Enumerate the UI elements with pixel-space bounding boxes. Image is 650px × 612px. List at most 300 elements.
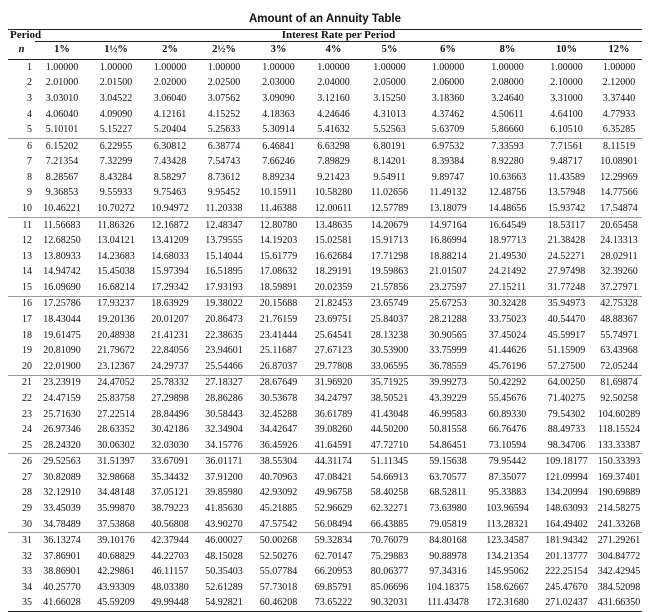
value-cell: 7.21354 <box>45 156 79 168</box>
value-cell: 14.94742 <box>43 266 81 278</box>
value-cell: 21.57856 <box>361 280 418 296</box>
value-cell: 21.49530 <box>488 250 527 262</box>
value-cell: 201.13777 <box>545 550 588 562</box>
value-cell: 23.23919 <box>43 377 81 389</box>
value-cell: 80.06377 <box>370 566 409 578</box>
value-cell: 18.29191 <box>314 266 353 278</box>
value-cell: 20.65458 <box>600 219 638 231</box>
value-cell: 3.15250 <box>373 92 406 104</box>
value-cell: 37.53868 <box>89 517 143 533</box>
value-cell: 12.48347 <box>205 219 243 231</box>
value-cell: 39.08260 <box>314 424 353 436</box>
value-cell: 15.14044 <box>205 250 243 262</box>
value-cell: 12.16872 <box>151 219 189 231</box>
value-cell: 134.20994 <box>545 487 588 499</box>
value-cell: 103.96594 <box>486 502 529 514</box>
value-cell: 28.02911 <box>600 250 638 262</box>
table-row <box>8 596 642 612</box>
value-cell: 43.93309 <box>97 581 135 593</box>
value-cell: 27.29898 <box>151 392 189 404</box>
value-cell: 18.59891 <box>251 280 306 296</box>
period-cell: 30 <box>8 517 35 533</box>
table-row <box>8 359 642 375</box>
value-cell: 8.92280 <box>491 156 524 168</box>
value-cell: 14.48656 <box>478 201 537 217</box>
value-cell: 71.40275 <box>547 392 586 404</box>
value-cell: 109.18177 <box>545 456 588 468</box>
value-cell: 3.12160 <box>317 92 350 104</box>
value-cell: 24.21492 <box>488 266 527 278</box>
period-cell: 34 <box>22 581 32 593</box>
value-cell: 4.18363 <box>262 108 295 120</box>
value-cell: 79.95442 <box>488 456 527 468</box>
table-row <box>8 76 642 92</box>
rate-header: 6% <box>418 42 478 60</box>
period-cell: 15 <box>8 280 35 296</box>
value-cell: 48.03380 <box>151 581 189 593</box>
table-title: Amount of an Annuity Table <box>248 13 402 25</box>
value-cell: 39.85980 <box>205 487 243 499</box>
value-cell: 6.63298 <box>317 140 350 152</box>
value-cell: 73.65222 <box>306 596 361 612</box>
value-cell: 25.67253 <box>429 298 467 310</box>
value-cell: 14.77566 <box>600 187 638 199</box>
value-cell: 2.02500 <box>207 77 241 89</box>
value-cell: 11.20338 <box>197 201 251 217</box>
value-cell: 28.21288 <box>429 314 467 326</box>
table-row <box>8 343 642 359</box>
value-cell: 304.84772 <box>597 550 641 562</box>
value-cell: 3.31000 <box>550 92 583 104</box>
period-cell: 13 <box>22 250 32 262</box>
value-cell: 36.01171 <box>205 456 243 468</box>
value-cell: 12.57789 <box>361 201 418 217</box>
value-cell: 38.50521 <box>370 392 409 404</box>
value-cell: 3.09090 <box>262 92 295 104</box>
value-cell: 16.51895 <box>205 266 243 278</box>
value-cell: 45.76196 <box>478 359 537 375</box>
value-cell: 214.58275 <box>597 502 641 514</box>
value-cell: 31.51397 <box>97 456 135 468</box>
value-cell: 2.08000 <box>491 77 524 89</box>
value-cell: 48.15028 <box>205 550 243 562</box>
value-cell: 23.12367 <box>89 359 143 375</box>
value-cell: 22.84056 <box>151 345 189 357</box>
table-row <box>8 60 642 76</box>
value-cell: 1.00000 <box>550 61 583 73</box>
value-cell: 16.86994 <box>429 235 467 247</box>
value-cell: 15.93742 <box>537 201 596 217</box>
value-cell: 54.92821 <box>197 596 251 612</box>
value-cell: 7.43428 <box>153 156 187 168</box>
value-cell: 40.68829 <box>97 550 135 562</box>
value-cell: 12.29969 <box>600 171 638 183</box>
value-cell: 11.56683 <box>43 219 81 231</box>
value-cell: 34.42647 <box>259 424 298 436</box>
value-cell: 10.63663 <box>488 171 527 183</box>
value-cell: 30.90565 <box>429 329 467 341</box>
value-cell: 50.42292 <box>488 377 527 389</box>
value-cell: 7.32299 <box>99 156 133 168</box>
value-cell: 16.09690 <box>35 280 89 296</box>
value-cell: 39.99273 <box>429 377 467 389</box>
value-cell: 88.49733 <box>547 424 586 436</box>
period-cell: 1 <box>27 61 32 73</box>
value-cell: 145.95062 <box>486 566 529 578</box>
value-cell: 1.00000 <box>602 61 636 73</box>
table-row <box>8 470 642 486</box>
value-cell: 1.00000 <box>431 61 465 73</box>
value-cell: 2.02000 <box>153 77 187 89</box>
value-cell: 27.97498 <box>547 266 586 278</box>
table-row <box>8 265 642 281</box>
value-cell: 158.62667 <box>486 581 529 593</box>
value-cell: 1.00000 <box>45 61 79 73</box>
table-row <box>8 533 642 549</box>
value-cell: 134.21354 <box>486 550 529 562</box>
value-cell: 6.80191 <box>373 140 406 152</box>
value-cell: 14.97164 <box>429 219 467 231</box>
value-cell: 40.25770 <box>43 581 81 593</box>
value-cell: 1.00000 <box>99 61 133 73</box>
rate-header: 2½% <box>197 42 251 60</box>
value-cell: 11.43589 <box>547 171 586 183</box>
value-cell: 46.99583 <box>429 408 467 420</box>
value-cell: 70.76079 <box>370 535 409 547</box>
value-cell: 47.57542 <box>251 517 306 533</box>
value-cell: 19.61475 <box>43 329 81 341</box>
value-cell: 20.15688 <box>259 298 298 310</box>
value-cell: 41.85630 <box>205 502 243 514</box>
value-cell: 18.63929 <box>151 298 189 310</box>
value-cell: 222.25154 <box>545 566 588 578</box>
value-cell: 49.96758 <box>314 487 353 499</box>
value-cell: 1.00000 <box>491 61 524 73</box>
value-cell: 181.94342 <box>545 535 588 547</box>
value-cell: 27.15211 <box>478 280 537 296</box>
value-cell: 4.09090 <box>99 108 133 120</box>
value-cell: 54.86451 <box>418 438 478 454</box>
period-cell: 3 <box>27 92 32 104</box>
value-cell: 30.82089 <box>43 471 81 483</box>
value-cell: 4.77933 <box>602 108 636 120</box>
value-cell: 64.00250 <box>547 377 586 389</box>
value-cell: 3.04522 <box>99 92 133 104</box>
period-cell: 24 <box>22 424 32 436</box>
value-cell: 69.85791 <box>314 581 353 593</box>
value-cell: 20.48938 <box>97 329 135 341</box>
table-row <box>8 407 642 423</box>
period-cell: 8 <box>27 171 32 183</box>
value-cell: 10.15911 <box>259 187 298 199</box>
value-cell: 27.22514 <box>97 408 135 420</box>
value-cell: 37.86901 <box>43 550 81 562</box>
value-cell: 79.05819 <box>418 517 478 533</box>
value-cell: 9.21423 <box>317 171 350 183</box>
period-cell: 27 <box>22 471 32 483</box>
table-row <box>8 280 642 296</box>
n-header: n <box>8 42 35 60</box>
value-cell: 3.07562 <box>207 92 241 104</box>
value-cell: 13.18079 <box>418 201 478 217</box>
value-cell: 25.54466 <box>197 359 251 375</box>
value-cell: 37.45024 <box>488 329 527 341</box>
rate-header: 3% <box>251 42 306 60</box>
value-cell: 10.70272 <box>89 201 143 217</box>
value-cell: 92.50258 <box>600 392 638 404</box>
value-cell: 55.45676 <box>488 392 527 404</box>
value-cell: 6.97532 <box>431 140 465 152</box>
table-row <box>8 486 642 502</box>
value-cell: 32.45288 <box>259 408 298 420</box>
value-cell: 13.41209 <box>151 235 189 247</box>
table-row <box>8 201 642 217</box>
value-cell: 5.41632 <box>306 122 361 138</box>
value-cell: 58.40258 <box>370 487 409 499</box>
value-cell: 123.34587 <box>486 535 529 547</box>
value-cell: 271.29261 <box>597 535 641 547</box>
value-cell: 30.32428 <box>488 298 527 310</box>
period-cell: 4 <box>27 108 32 120</box>
value-cell: 42.29861 <box>97 566 135 578</box>
value-cell: 9.95452 <box>207 187 241 199</box>
value-cell: 5.30914 <box>251 122 306 138</box>
table-row <box>8 296 642 312</box>
value-cell: 16.68214 <box>89 280 143 296</box>
value-cell: 10.58280 <box>314 187 353 199</box>
value-cell: 8.28567 <box>45 171 79 183</box>
value-cell: 42.37944 <box>151 535 189 547</box>
value-cell: 9.54911 <box>373 171 406 183</box>
value-cell: 2.04000 <box>317 77 350 89</box>
value-cell: 19.59863 <box>370 266 409 278</box>
period-cell: 12 <box>22 235 32 247</box>
value-cell: 6.22955 <box>99 140 133 152</box>
value-cell: 66.43885 <box>361 517 418 533</box>
table-row <box>8 580 642 596</box>
period-cell: 31 <box>22 535 32 547</box>
value-cell: 5.52563 <box>361 122 418 138</box>
table-row <box>8 233 642 249</box>
annuity-table <box>8 29 642 612</box>
value-cell: 8.58297 <box>153 171 187 183</box>
table-row <box>8 154 642 170</box>
value-cell: 21.79672 <box>97 345 135 357</box>
value-cell: 8.89234 <box>262 171 295 183</box>
period-cell: 17 <box>22 314 32 326</box>
rate-header: 2% <box>143 42 197 60</box>
value-cell: 4.37462 <box>431 108 465 120</box>
value-cell: 35.71925 <box>370 377 409 389</box>
table-row <box>8 170 642 186</box>
value-cell: 22.38635 <box>205 329 243 341</box>
value-cell: 18.53117 <box>547 219 586 231</box>
value-cell: 20.86473 <box>205 314 243 326</box>
value-cell: 44.31174 <box>314 456 353 468</box>
period-cell: 9 <box>27 187 32 199</box>
value-cell: 148.63093 <box>545 502 588 514</box>
value-cell: 5.86660 <box>478 122 537 138</box>
value-cell: 13.80933 <box>43 250 81 262</box>
value-cell: 79.54302 <box>547 408 586 420</box>
value-cell: 8.14201 <box>373 156 406 168</box>
table-row <box>8 138 642 154</box>
value-cell: 150.33393 <box>597 456 641 468</box>
value-cell: 17.54874 <box>596 201 642 217</box>
value-cell: 73.10594 <box>478 438 537 454</box>
value-cell: 98.34706 <box>537 438 596 454</box>
value-cell: 87.35077 <box>488 471 527 483</box>
value-cell: 14.23683 <box>97 250 135 262</box>
value-cell: 36.13274 <box>43 535 81 547</box>
value-cell: 38.86901 <box>43 566 81 578</box>
value-cell: 4.15252 <box>207 108 241 120</box>
value-cell: 27.67123 <box>314 345 353 357</box>
value-cell: 4.31013 <box>373 108 406 120</box>
table-row <box>8 454 642 470</box>
value-cell: 133.33387 <box>596 438 642 454</box>
period-cell: 32 <box>22 550 32 562</box>
value-cell: 52.61289 <box>205 581 243 593</box>
table-row <box>8 375 642 391</box>
value-cell: 18.43044 <box>43 314 81 326</box>
value-cell: 13.57948 <box>547 187 586 199</box>
value-cell: 14.20679 <box>370 219 409 231</box>
value-cell: 25.11687 <box>259 345 298 357</box>
value-cell: 52.50276 <box>259 550 298 562</box>
value-cell: 9.75463 <box>153 187 187 199</box>
value-cell: 1.00000 <box>207 61 241 73</box>
period-cell: 6 <box>27 140 32 152</box>
value-cell: 17.08632 <box>259 266 298 278</box>
value-cell: 17.93193 <box>197 280 251 296</box>
value-cell: 27.18327 <box>205 377 243 389</box>
value-cell: 3.18360 <box>431 92 465 104</box>
rate-header: 5% <box>361 42 418 60</box>
value-cell: 46.00027 <box>205 535 243 547</box>
value-cell: 4.24646 <box>317 108 350 120</box>
value-cell: 73.63980 <box>429 502 467 514</box>
value-cell: 7.66246 <box>262 156 295 168</box>
period-cell: 19 <box>22 345 32 357</box>
period-header: Period <box>10 29 42 42</box>
value-cell: 172.31680 <box>478 596 537 612</box>
header-row-top <box>8 30 642 42</box>
period-cell: 10 <box>8 201 35 217</box>
value-cell: 43.39229 <box>429 392 467 404</box>
value-cell: 164.49402 <box>537 517 596 533</box>
value-cell: 40.70963 <box>259 471 298 483</box>
value-cell: 10.08901 <box>600 156 638 168</box>
value-cell: 5.20404 <box>143 122 197 138</box>
value-cell: 28.86286 <box>205 392 243 404</box>
value-cell: 10.94972 <box>143 201 197 217</box>
value-cell: 35.34432 <box>151 471 189 483</box>
value-cell: 30.42186 <box>151 424 189 436</box>
value-cell: 28.67649 <box>259 377 298 389</box>
period-cell: 21 <box>22 377 32 389</box>
value-cell: 37.05121 <box>151 487 189 499</box>
value-cell: 36.78559 <box>418 359 478 375</box>
value-cell: 6.10510 <box>537 122 596 138</box>
value-cell: 5.10101 <box>35 122 89 138</box>
table-body <box>8 60 642 612</box>
value-cell: 32.39260 <box>600 266 638 278</box>
period-cell: 22 <box>22 392 32 404</box>
value-cell: 44.50200 <box>370 424 409 436</box>
period-cell: 23 <box>22 408 32 420</box>
value-cell: 41.66028 <box>35 596 89 612</box>
value-cell: 5.25633 <box>197 122 251 138</box>
value-cell: 42.75328 <box>600 298 638 310</box>
table-row <box>8 501 642 517</box>
value-cell: 8.73612 <box>207 171 241 183</box>
value-cell: 17.93237 <box>97 298 135 310</box>
value-cell: 6.35285 <box>596 122 642 138</box>
value-cell: 43.90270 <box>197 517 251 533</box>
period-cell: 25 <box>8 438 35 454</box>
table-row <box>8 328 642 344</box>
value-cell: 48.88367 <box>600 314 638 326</box>
value-cell: 2.01500 <box>99 77 133 89</box>
value-cell: 245.47670 <box>545 581 588 593</box>
value-cell: 66.76476 <box>488 424 527 436</box>
value-cell: 15.91713 <box>370 235 409 247</box>
value-cell: 23.41444 <box>259 329 298 341</box>
value-cell: 55.74971 <box>600 329 638 341</box>
value-cell: 1.00000 <box>373 61 406 73</box>
value-cell: 9.89747 <box>431 171 465 183</box>
value-cell: 15.97394 <box>151 266 189 278</box>
value-cell: 54.66913 <box>370 471 409 483</box>
value-cell: 11.49132 <box>429 187 467 199</box>
period-cell: 2 <box>27 77 32 89</box>
rate-per-period-header: Interest Rate per Period <box>35 30 642 42</box>
value-cell: 34.48148 <box>97 487 135 499</box>
period-cell: 11 <box>22 219 32 231</box>
value-cell: 431.66350 <box>596 596 642 612</box>
value-cell: 26.87037 <box>251 359 306 375</box>
value-cell: 6.38774 <box>207 140 241 152</box>
value-cell: 18.97713 <box>488 235 527 247</box>
value-cell: 25.71630 <box>43 408 81 420</box>
value-cell: 28.24320 <box>35 438 89 454</box>
value-cell: 4.06040 <box>45 108 79 120</box>
value-cell: 32.03030 <box>143 438 197 454</box>
value-cell: 12.00611 <box>306 201 361 217</box>
period-cell: 28 <box>22 487 32 499</box>
value-cell: 1.00000 <box>153 61 187 73</box>
rate-header: 1% <box>35 42 89 60</box>
value-cell: 32.98668 <box>97 471 135 483</box>
value-cell: 25.78332 <box>151 377 189 389</box>
value-cell: 51.11345 <box>370 456 409 468</box>
value-cell: 33.06595 <box>361 359 418 375</box>
value-cell: 28.84496 <box>151 408 189 420</box>
period-cell: 26 <box>22 456 32 468</box>
value-cell: 42.93092 <box>259 487 298 499</box>
value-cell: 30.53678 <box>259 392 298 404</box>
value-cell: 23.65749 <box>370 298 409 310</box>
value-cell: 56.08494 <box>306 517 361 533</box>
value-cell: 169.37401 <box>597 471 641 483</box>
value-cell: 23.27597 <box>418 280 478 296</box>
table-row <box>8 549 642 565</box>
value-cell: 39.10176 <box>97 535 135 547</box>
value-cell: 10.46221 <box>35 201 89 217</box>
value-cell: 50.35403 <box>205 566 243 578</box>
period-cell: 35 <box>8 596 35 612</box>
